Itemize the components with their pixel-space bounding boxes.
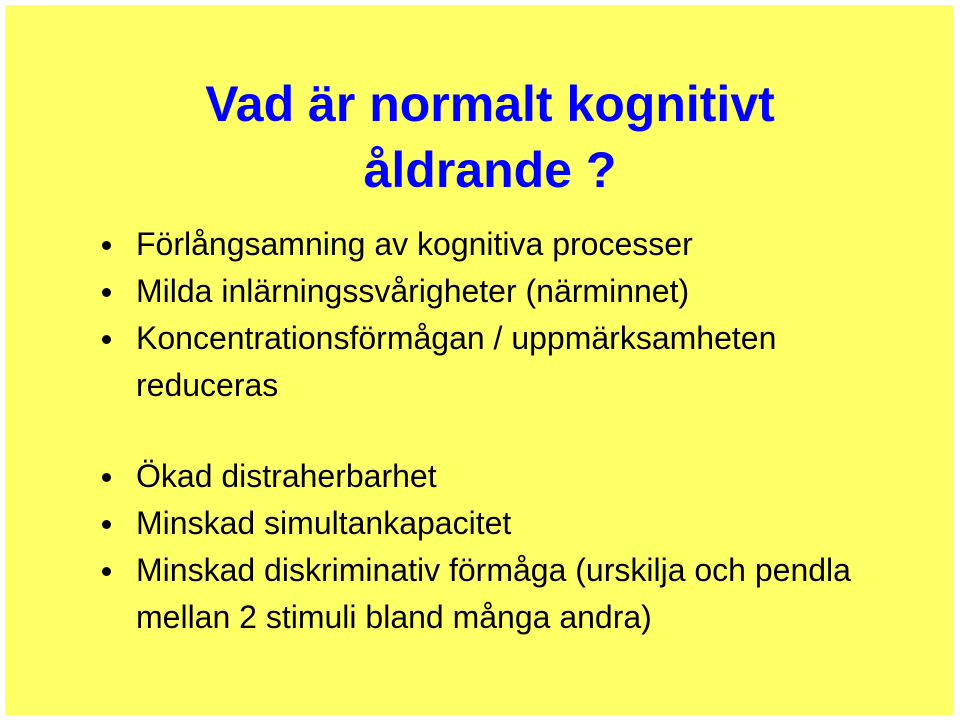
bullet-text: Minskad simultankapacitet	[136, 505, 512, 541]
bullet-dot-icon	[102, 567, 111, 576]
bullet-text: Förlångsamning av kognitiva processer	[136, 226, 693, 262]
bullet-item	[102, 221, 922, 268]
bullet-dot-icon	[102, 241, 111, 250]
bullet-item	[102, 315, 922, 409]
bullet-item	[102, 268, 922, 315]
bullet-item	[102, 500, 922, 547]
bullet-item	[102, 453, 922, 500]
bullet-dot-icon	[102, 473, 111, 482]
slide-title	[125, 71, 855, 203]
bullet-text: Koncentrationsförmågan / uppmärksamheten reduceras	[136, 320, 777, 403]
title-line-2: åldrande ?	[363, 142, 617, 198]
bullet-list	[102, 221, 922, 641]
bullet-dot-icon	[102, 520, 111, 529]
slide	[5, 5, 953, 715]
title-line-1: Vad är normalt kognitivt	[205, 76, 775, 132]
bullet-item	[102, 547, 922, 641]
bullet-dot-icon	[102, 288, 111, 297]
bullet-dot-icon	[102, 335, 111, 344]
bullet-text: Minskad diskriminativ förmåga (urskilja och pendla mellan 2 stimuli bland många andra)	[136, 552, 851, 635]
bullet-text: Ökad distraherbarhet	[136, 458, 437, 494]
bullet-text: Milda inlärningssvårigheter (närminnet)	[136, 273, 690, 309]
